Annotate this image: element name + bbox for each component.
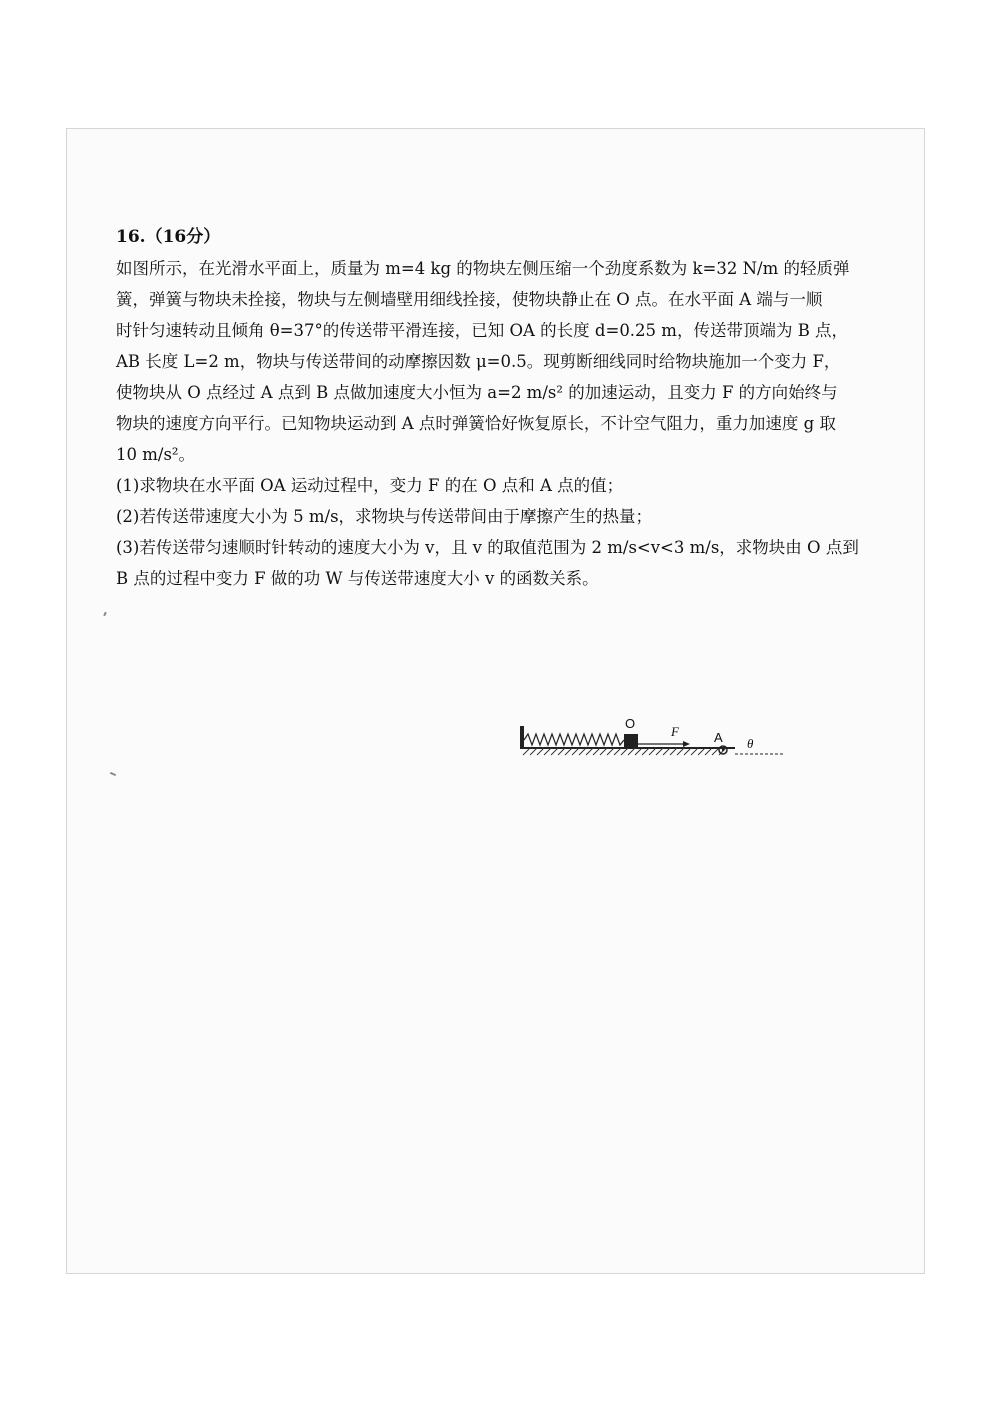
stem-line: 如图所示，在光滑水平面上，质量为 m=4 kg 的物块左侧压缩一个劲度系数为 k=32 N/m 的轻质弹 xyxy=(116,259,850,278)
label-A: A xyxy=(714,730,723,745)
question-2: (2)若传送带速度大小为 5 m/s，求物块与传送带间由于摩擦产生的热量； xyxy=(116,507,653,526)
problem-heading: 16.（16分） xyxy=(116,227,221,247)
stem-line: 10 m/s²。 xyxy=(116,445,196,464)
wall xyxy=(520,726,524,748)
stem-line: 簧，弹簧与物块未拴接，物块与左侧墙壁用细线拴接，使物块静止在 O 点。在水平面 A 端与一顺 xyxy=(116,290,823,309)
question-3-continued: B 点的过程中变力 F 做的功 W 与传送带速度大小 v 的函数关系。 xyxy=(116,569,599,588)
arrow-head xyxy=(683,741,690,747)
question-1: (1)求物块在水平面 OA 运动过程中，变力 F 的在 O 点和 A 点的值； xyxy=(116,476,624,495)
stem-line: 物块的速度方向平行。已知物块运动到 A 点时弹簧恰好恢复原长，不计空气阻力，重力加速度 g 取 xyxy=(116,414,836,433)
label-F: F xyxy=(671,724,679,739)
stem-line: 时针匀速转动且倾角 θ=37°的传送带平滑连接，已知 OA 的长度 d=0.25 m，传送带顶端为 B 点， xyxy=(116,321,849,340)
stem-line: 使物块从 O 点经过 A 点到 B 点做加速度大小恒为 a=2 m/s² 的加速运动，且变力 F 的方向始终与 xyxy=(116,383,838,402)
roller-center xyxy=(722,749,724,751)
question-3: (3)若传送带匀速顺时针转动的速度大小为 v，且 v 的取值范围为 2 m/s<v<3 m/s，求物块由 O 点到 xyxy=(116,538,859,557)
stem-line: AB 长度 L=2 m，物块与传送带间的动摩擦因数 μ=0.5。现剪断细线同时给物块施加一个变力 F， xyxy=(116,352,841,371)
ground-hatching xyxy=(523,748,726,755)
block xyxy=(624,734,638,747)
label-O: O xyxy=(625,716,636,731)
label-theta: θ xyxy=(747,736,754,751)
spring xyxy=(524,734,624,745)
physics-figure xyxy=(515,712,795,772)
problem-16 xyxy=(116,222,916,594)
